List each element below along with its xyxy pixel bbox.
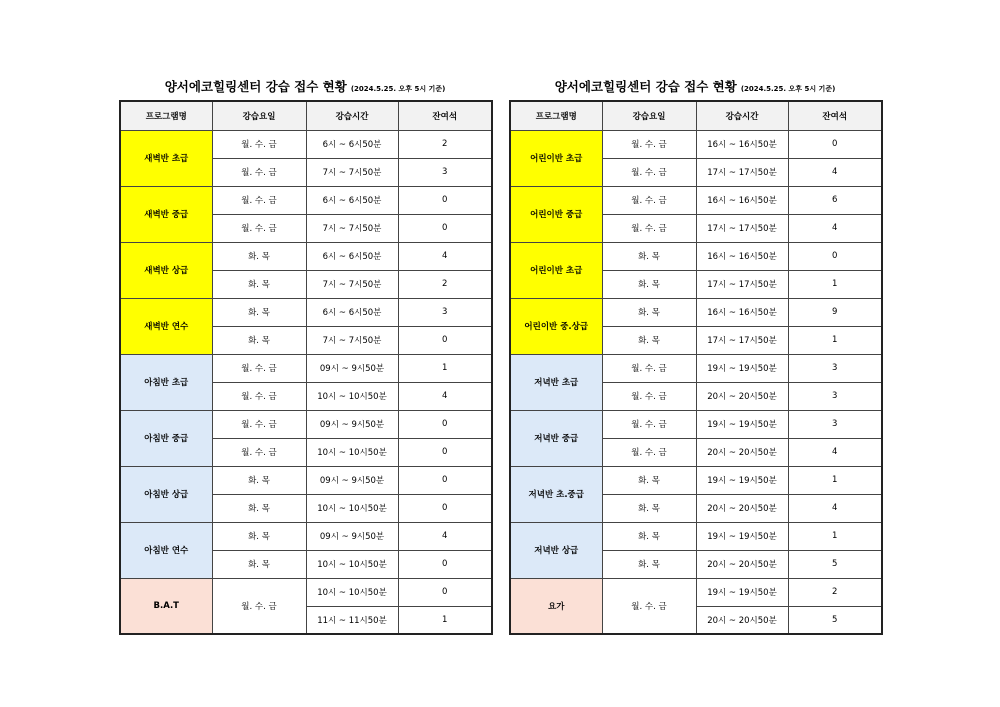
seats-cell: 3 [788,382,882,410]
time-cell: 16시 ~ 16시50분 [696,130,788,158]
time-cell: 20시 ~ 20시50분 [696,606,788,634]
days-cell: 월. 수. 금 [602,438,696,466]
seats-cell: 4 [788,158,882,186]
seats-cell: 0 [398,186,492,214]
days-cell: 월. 수. 금 [602,158,696,186]
seats-cell: 1 [788,522,882,550]
time-cell: 10시 ~ 10시50분 [306,578,398,606]
program-name-cell: 새벽반 연수 [120,298,212,354]
days-cell: 화. 목 [602,242,696,270]
table-row [510,466,882,494]
days-cell: 월. 수. 금 [212,130,306,158]
table-row [510,186,882,214]
right-panel [509,76,881,635]
seats-cell: 4 [398,522,492,550]
days-cell: 화. 목 [212,298,306,326]
seats-cell: 0 [398,214,492,242]
seats-cell: 0 [398,438,492,466]
days-cell: 화. 목 [602,522,696,550]
table-row [120,578,492,606]
seats-cell: 0 [398,410,492,438]
time-cell: 7시 ~ 7시50분 [306,326,398,354]
table-row [510,298,882,326]
table-row [120,354,492,382]
table-row [120,298,492,326]
days-cell: 화. 목 [602,326,696,354]
program-name-cell: 어린이반 중.상급 [510,298,602,354]
header-time: 강습시간 [696,101,788,130]
days-cell: 화. 목 [602,466,696,494]
time-cell: 10시 ~ 10시50분 [306,494,398,522]
time-cell: 20시 ~ 20시50분 [696,438,788,466]
seats-cell: 3 [788,410,882,438]
header-program: 프로그램명 [510,101,602,130]
header-days: 강습요일 [602,101,696,130]
time-cell: 17시 ~ 17시50분 [696,270,788,298]
days-cell: 월. 수. 금 [602,410,696,438]
program-name-cell: 저녁반 상급 [510,522,602,578]
table-row [120,466,492,494]
days-cell: 월. 수. 금 [212,158,306,186]
days-cell: 화. 목 [602,550,696,578]
header-days: 강습요일 [212,101,306,130]
seats-cell: 1 [788,466,882,494]
program-name-cell: 저녁반 초.중급 [510,466,602,522]
program-name-cell: 아침반 연수 [120,522,212,578]
seats-cell: 5 [788,550,882,578]
program-name-cell: 어린이반 중급 [510,186,602,242]
program-name-cell: 새벽반 중급 [120,186,212,242]
time-cell: 19시 ~ 19시50분 [696,466,788,494]
seats-cell: 1 [788,326,882,354]
time-cell: 16시 ~ 16시50분 [696,186,788,214]
days-cell: 화. 목 [212,326,306,354]
header-program: 프로그램명 [120,101,212,130]
table-row [120,522,492,550]
time-cell: 10시 ~ 10시50분 [306,382,398,410]
right-schedule-table [509,100,883,635]
seats-cell: 0 [398,326,492,354]
table-row [510,522,882,550]
program-name-cell: 새벽반 상급 [120,242,212,298]
seats-cell: 1 [398,606,492,634]
days-cell: 월. 수. 금 [212,382,306,410]
days-cell: 월. 수. 금 [602,130,696,158]
days-cell: 화. 목 [212,550,306,578]
seats-cell: 1 [788,270,882,298]
days-cell: 월. 수. 금 [602,186,696,214]
time-cell: 20시 ~ 20시50분 [696,550,788,578]
days-cell: 화. 목 [602,494,696,522]
days-cell: 화. 목 [602,298,696,326]
table-row [510,578,882,606]
seats-cell: 2 [788,578,882,606]
time-cell: 16시 ~ 16시50분 [696,298,788,326]
days-cell: 월. 수. 금 [212,214,306,242]
seats-cell: 0 [398,466,492,494]
days-cell: 화. 목 [212,522,306,550]
time-cell: 10시 ~ 10시50분 [306,550,398,578]
days-cell: 월. 수. 금 [212,438,306,466]
program-name-cell: 저녁반 중급 [510,410,602,466]
days-cell: 월. 수. 금 [602,578,696,634]
days-cell: 화. 목 [212,270,306,298]
time-cell: 6시 ~ 6시50분 [306,298,398,326]
table-header-row [510,101,882,130]
table-row [120,186,492,214]
time-cell: 09시 ~ 9시50분 [306,410,398,438]
time-cell: 17시 ~ 17시50분 [696,326,788,354]
time-cell: 6시 ~ 6시50분 [306,186,398,214]
days-cell: 월. 수. 금 [212,354,306,382]
seats-cell: 9 [788,298,882,326]
time-cell: 19시 ~ 19시50분 [696,410,788,438]
header-seats: 잔여석 [398,101,492,130]
header-time: 강습시간 [306,101,398,130]
program-name-cell: 어린이반 초급 [510,242,602,298]
right-title-main: 양서에코힐링센터 강습 접수 현황 [554,79,737,94]
seats-cell: 0 [398,494,492,522]
seats-cell: 3 [398,298,492,326]
seats-cell: 3 [788,354,882,382]
left-table-body [120,101,492,634]
time-cell: 17시 ~ 17시50분 [696,158,788,186]
seats-cell: 4 [788,438,882,466]
time-cell: 09시 ~ 9시50분 [306,354,398,382]
table-row [510,130,882,158]
table-row [510,354,882,382]
time-cell: 7시 ~ 7시50분 [306,158,398,186]
time-cell: 19시 ~ 19시50분 [696,578,788,606]
seats-cell: 5 [788,606,882,634]
program-name-cell: B.A.T [120,578,212,634]
seats-cell: 3 [398,158,492,186]
right-title [509,76,881,100]
time-cell: 11시 ~ 11시50분 [306,606,398,634]
time-cell: 6시 ~ 6시50분 [306,242,398,270]
table-row [510,242,882,270]
program-name-cell: 새벽반 초급 [120,130,212,186]
seats-cell: 0 [788,242,882,270]
time-cell: 16시 ~ 16시50분 [696,242,788,270]
days-cell: 화. 목 [212,242,306,270]
time-cell: 7시 ~ 7시50분 [306,214,398,242]
days-cell: 화. 목 [602,270,696,298]
seats-cell: 4 [398,242,492,270]
seats-cell: 4 [788,494,882,522]
seats-cell: 2 [398,270,492,298]
seats-cell: 6 [788,186,882,214]
seats-cell: 4 [788,214,882,242]
program-name-cell: 아침반 중급 [120,410,212,466]
seats-cell: 2 [398,130,492,158]
days-cell: 화. 목 [212,494,306,522]
header-seats: 잔여석 [788,101,882,130]
left-title-date: (2024.5.25. 오후 5시 기준) [350,85,446,93]
seats-cell: 0 [398,550,492,578]
time-cell: 10시 ~ 10시50분 [306,438,398,466]
right-table-body [510,101,882,634]
time-cell: 7시 ~ 7시50분 [306,270,398,298]
program-name-cell: 저녁반 초급 [510,354,602,410]
program-name-cell: 아침반 상급 [120,466,212,522]
seats-cell: 0 [398,578,492,606]
time-cell: 19시 ~ 19시50분 [696,522,788,550]
days-cell: 월. 수. 금 [602,382,696,410]
table-row [120,242,492,270]
time-cell: 20시 ~ 20시50분 [696,494,788,522]
time-cell: 6시 ~ 6시50분 [306,130,398,158]
days-cell: 월. 수. 금 [212,578,306,634]
table-row [120,410,492,438]
days-cell: 월. 수. 금 [602,214,696,242]
seats-cell: 0 [788,130,882,158]
days-cell: 월. 수. 금 [212,186,306,214]
seats-cell: 4 [398,382,492,410]
seats-cell: 1 [398,354,492,382]
time-cell: 17시 ~ 17시50분 [696,214,788,242]
left-panel [119,76,491,635]
left-title [119,76,491,100]
left-title-main: 양서에코힐링센터 강습 접수 현황 [164,79,347,94]
program-name-cell: 어린이반 초급 [510,130,602,186]
days-cell: 월. 수. 금 [212,410,306,438]
table-row [510,410,882,438]
program-name-cell: 아침반 초급 [120,354,212,410]
days-cell: 월. 수. 금 [602,354,696,382]
right-title-date: (2024.5.25. 오후 5시 기준) [740,85,836,93]
left-schedule-table [119,100,493,635]
program-name-cell: 요가 [510,578,602,634]
table-header-row [120,101,492,130]
time-cell: 20시 ~ 20시50분 [696,382,788,410]
days-cell: 화. 목 [212,466,306,494]
table-row [120,130,492,158]
time-cell: 09시 ~ 9시50분 [306,466,398,494]
time-cell: 19시 ~ 19시50분 [696,354,788,382]
time-cell: 09시 ~ 9시50분 [306,522,398,550]
